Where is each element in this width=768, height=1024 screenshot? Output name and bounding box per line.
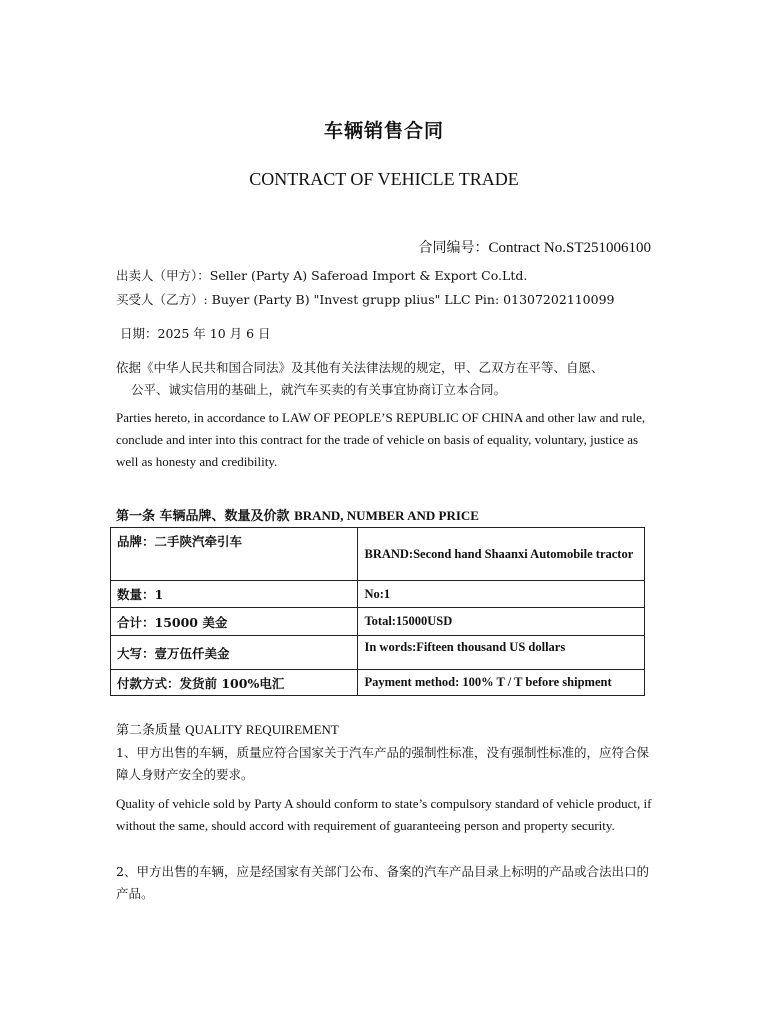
seller-line: 出卖人（甲方）：Seller (Party A) Saferoad Import & Export Co.Ltd.	[116, 268, 528, 283]
preamble-chinese-line-2: 公平、诚实信用的基础上，就汽车买卖的有关事宜协商订立本合同。	[131, 382, 507, 397]
table-row	[111, 608, 645, 636]
section2-heading	[116, 719, 339, 738]
section2-heading-en: QUALITY REQUIREMENT	[185, 722, 339, 737]
brand-en-cell: BRAND:Second hand Shaanxi Automobile tractor	[358, 528, 645, 581]
contract-number	[419, 237, 652, 257]
contract-number-value: Contract No.ST251006100	[488, 240, 651, 256]
document-title-english: CONTRACT OF VEHICLE TRADE	[249, 169, 519, 189]
table-row	[111, 581, 645, 608]
brand-number-price-table	[110, 527, 645, 696]
quality-item1-english: Quality of vehicle sold by Party A should conform to state’s compulsory standard of vehicle product, if without the same, should accord with requirement of guaranteeing person and property security.	[116, 796, 652, 833]
quality-item2-chinese: 2、甲方出售的车辆，应是经国家有关部门公布、备案的汽车产品目录上标明的产品或合法出口的产品。	[116, 864, 649, 901]
table-row	[111, 528, 645, 581]
quality-item1-chinese: 1、甲方出售的车辆，质量应符合国家关于汽车产品的强制性标准，没有强制性标准的，应符合保障人身财产安全的要求。	[116, 745, 649, 782]
preamble-chinese-line-1: 依据《中华人民共和国合同法》及其他有关法律法规的规定，甲、乙双方在平等、自愿、	[116, 360, 604, 375]
quantity-cn-cell: 数量：1	[111, 581, 358, 608]
section2-heading-cn: 第二条质量	[116, 723, 182, 738]
quantity-en-cell: No:1	[358, 581, 645, 608]
table-row	[111, 636, 645, 670]
payment-method-cn-cell: 付款方式：发货前 100%电汇	[111, 670, 358, 696]
amount-in-words-en-cell: In words:Fifteen thousand US dollars	[358, 636, 645, 670]
preamble-english: Parties hereto, in accordance to LAW OF PEOPLE’S REPUBLIC OF CHINA and other law and rule, conclude and inter into this contract for the trade of vehicle on basis of equality, voluntary, justice as well as honesty and credibility.	[116, 410, 646, 469]
total-cn-cell: 合计：15000 美金	[111, 608, 358, 636]
table-row	[111, 670, 645, 696]
buyer-line: 买受人（乙方）: Buyer (Party B) "Invest grupp plius" LLC Pin: 01307202110099	[116, 292, 615, 307]
contract-date: 日期：2025 年 10 月 6 日	[120, 326, 271, 341]
amount-in-words-cn-cell: 大写：壹万伍仟美金	[111, 636, 358, 670]
brand-cn-cell: 品牌：二手陕汽牵引车	[111, 528, 358, 581]
contract-number-label: 合同编号：	[418, 240, 489, 256]
section1-heading	[116, 505, 479, 524]
total-en-cell: Total:15000USD	[358, 608, 645, 636]
document-title-chinese: 车辆销售合同	[323, 120, 444, 142]
payment-method-en-cell: Payment method: 100% T / T before shipment	[358, 670, 645, 696]
section1-heading-cn: 第一条 车辆品牌、数量及价款	[116, 509, 290, 524]
preamble-chinese	[116, 357, 656, 401]
section1-heading-en: BRAND, NUMBER AND PRICE	[294, 508, 479, 523]
